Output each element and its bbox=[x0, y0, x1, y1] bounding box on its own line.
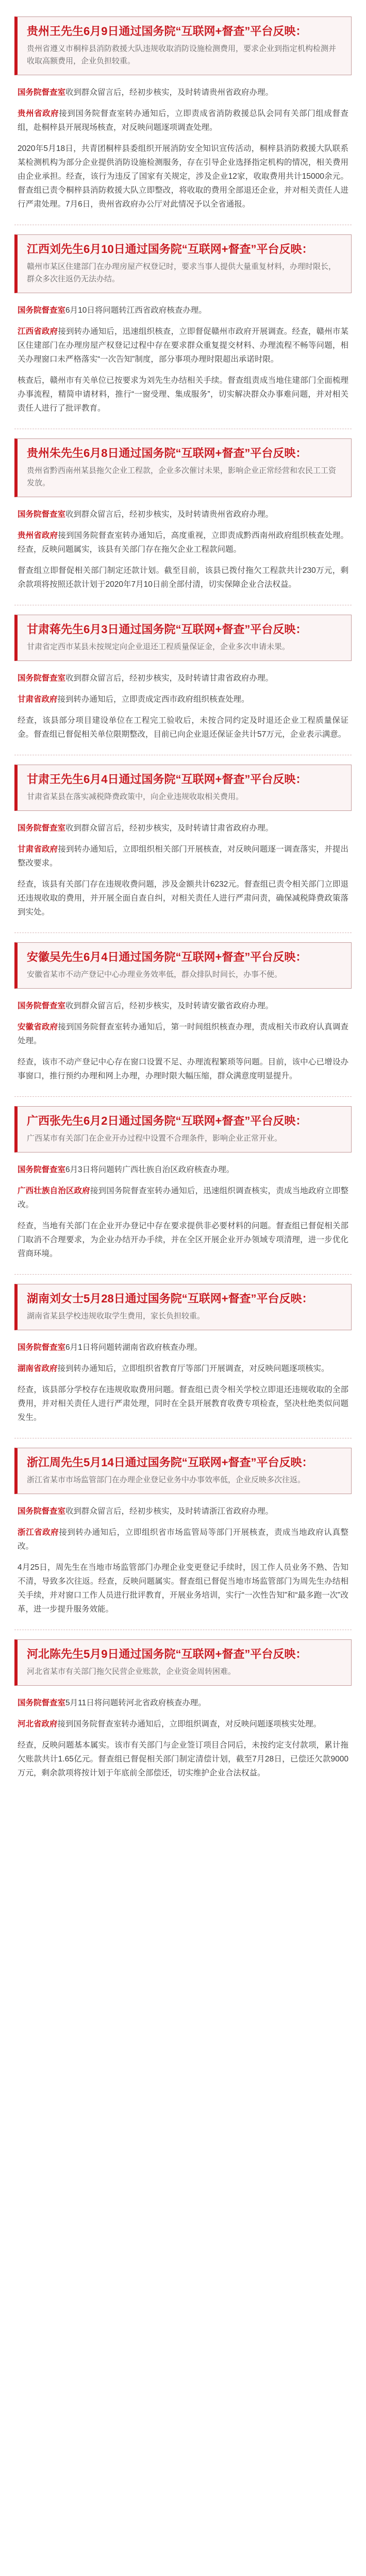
response-paragraph bbox=[18, 877, 348, 919]
case-response bbox=[14, 1494, 352, 1616]
agency-tag: 国务院督查室 bbox=[18, 1507, 66, 1516]
response-paragraph bbox=[18, 142, 348, 211]
response-paragraph bbox=[18, 107, 348, 134]
response-paragraph bbox=[18, 1163, 348, 1177]
case-title: 河北陈先生5月9日通过国务院“互联网+督查”平台反映： bbox=[27, 1648, 307, 1660]
response-paragraph bbox=[18, 1383, 348, 1425]
case-section bbox=[14, 1448, 352, 1630]
agency-tag: 河北省政府 bbox=[18, 1720, 58, 1728]
paragraph-text: 经查，该县部分学校存在违规收取费用问题。督查组已责令相关学校立即退还违规收取的全部费用，并对相关责任人进行严肃处理，同时在全县开展教育收费专项检查，坚决杜绝类似问题发生。 bbox=[18, 1385, 348, 1422]
agency-tag: 安徽省政府 bbox=[18, 1023, 58, 1031]
agency-tag: 国务院督查室 bbox=[18, 1699, 66, 1707]
agency-tag: 国务院督查室 bbox=[18, 1002, 66, 1010]
case-quote-box bbox=[14, 1639, 352, 1686]
paragraph-text: 经查，该县有关部门存在违规收费问题，涉及金额共计6232元。督查组已责令相关部门立即退还违规收取的费用，并开展全面自查自纠，对相关责任人进行严肃问责，确保减税降费政策落到实处。 bbox=[18, 880, 348, 917]
paragraph-text: 5月11日将问题转河北省政府核查办理。 bbox=[65, 1699, 206, 1707]
response-paragraph bbox=[18, 714, 348, 741]
agency-tag: 甘肃省政府 bbox=[18, 845, 58, 854]
agency-tag: 贵州省政府 bbox=[18, 531, 58, 540]
agency-tag: 国务院督查室 bbox=[18, 824, 66, 833]
agency-tag: 浙江省政府 bbox=[18, 1528, 59, 1537]
paragraph-text: 接到转办通知后，立即组织相关部门开展核查，对反映问题逐一调查落实，并提出整改要求。 bbox=[18, 845, 348, 868]
paragraph-text: 6月3日将问题转广西壮族自治区政府核查办理。 bbox=[65, 1165, 235, 1174]
response-paragraph bbox=[18, 1341, 348, 1354]
case-complaint-text: 湖南省某县学校违规收取学生费用，家长负担较重。 bbox=[27, 1312, 205, 1320]
paragraph-text: 4月25日，周先生在当地市场监管部门办理企业变更登记手续时，因工作人员业务不熟、告知不清，导致多次往返。经查，反映问题属实。督查组已督促当地市场监管部门为周先生办结相关手续，并对窗口工作人员进行批评教育，开展业务培训，实行“一次性告知”和“最多跑一次”改革，进一步提升服务效能。 bbox=[18, 1563, 348, 1614]
case-section bbox=[14, 1284, 352, 1438]
paragraph-text: 接到转办通知后，立即责成定西市政府组织核查处理。 bbox=[57, 695, 249, 704]
agency-tag: 湖南省政府 bbox=[18, 1364, 58, 1373]
case-section bbox=[14, 615, 352, 755]
case-section bbox=[14, 1106, 352, 1275]
paragraph-text: 收到群众留言后，经初步核实，及时转请甘肃省政府办理。 bbox=[65, 824, 274, 833]
paragraph-text: 经查，该县部分项目建设单位在工程完工验收后，未按合同约定及时退还企业工程质量保证金。督查组已督促相关单位限期整改，目前已向企业退还保证金共计57万元，企业表示满意。 bbox=[18, 716, 348, 739]
paragraph-text: 经查，当地有关部门在企业开办登记中存在要求提供非必要材料的问题。督查组已督促相关部门取消不合理要求，为企业办结开办手续，并在全区开展企业开办领域专项清理，进一步优化营商环境。 bbox=[18, 1222, 348, 1258]
case-section bbox=[14, 765, 352, 933]
response-paragraph bbox=[18, 1020, 348, 1048]
case-complaint-text: 贵州省黔西南州某县拖欠企业工程款，企业多次催讨未果，影响企业正常经营和农民工工资发放。 bbox=[27, 466, 337, 487]
case-title: 江西刘先生6月10日通过国务院“互联网+督查”平台反映： bbox=[27, 243, 313, 256]
case-quote-box bbox=[14, 942, 352, 989]
case-quote-box bbox=[14, 1106, 352, 1153]
paragraph-text: 督查组立即督促相关部门制定还款计划。截至目前，该县已拨付拖欠工程款共计230万元，剩余款项将按照还款计划于2020年7月10日前全部付清，切实保障企业合法权益。 bbox=[18, 566, 348, 589]
case-title: 浙江周先生5月14日通过国务院“互联网+督查”平台反映： bbox=[27, 1456, 313, 1469]
response-paragraph bbox=[18, 529, 348, 556]
agency-tag: 国务院督查室 bbox=[18, 1343, 66, 1352]
response-paragraph bbox=[18, 1219, 348, 1261]
case-quote-box bbox=[14, 1284, 352, 1330]
paragraph-text: 接到转办通知后，迅速组织核查，立即督促赣州市政府开展调查。经查，赣州市某区住建部门在办理房屋产权登记过程中存在要求群众重复提交材料、办理流程不畅等问题，相关办理窗口未严格落实“一次告知”制度，部分事项办理时限超出承诺时限。 bbox=[18, 327, 348, 364]
paragraph-text: 接到国务院督查室转办通知后，迅速组织调查核实，责成当地政府立即整改。 bbox=[18, 1187, 348, 1209]
agency-tag: 国务院督查室 bbox=[18, 88, 66, 97]
response-paragraph bbox=[18, 821, 348, 835]
case-response bbox=[14, 811, 352, 919]
case-complaint-text: 河北省某市有关部门拖欠民营企业账款，企业资金周转困难。 bbox=[27, 1667, 236, 1676]
paragraph-text: 接到国务院督查室转办通知后，高度重视，立即责成黔西南州政府组织核查处理。经查，反映问题属实，该县有关部门存在拖欠企业工程款问题。 bbox=[18, 531, 348, 554]
case-section bbox=[14, 942, 352, 1097]
case-response bbox=[14, 1330, 352, 1425]
paragraph-text: 6月10日将问题转江西省政府核查办理。 bbox=[65, 306, 207, 315]
paragraph-text: 接到转办通知后，立即组织省市场监管局等部门开展核查，责成当地政府认真整改。 bbox=[18, 1528, 348, 1551]
agency-tag: 国务院督查室 bbox=[18, 674, 66, 683]
case-title: 广西张先生6月2日通过国务院“互联网+督查”平台反映： bbox=[27, 1114, 307, 1127]
case-title: 湖南刘女士5月28日通过国务院“互联网+督查”平台反映： bbox=[27, 1292, 313, 1305]
paragraph-text: 核查后，赣州市有关单位已按要求为刘先生办结相关手续。督查组责成当地住建部门全面梳理办事流程，精简申请材料，推行“一窗受理、集成服务”，切实解决群众办事难问题，并对相关责任人进行了批评教育。 bbox=[18, 376, 348, 413]
case-response bbox=[14, 497, 352, 591]
case-section bbox=[14, 16, 352, 225]
agency-tag: 贵州省政府 bbox=[18, 109, 59, 118]
paragraph-text: 接到转办通知后，立即组织省教育厅等部门开展调查，对反映问题逐项核实。 bbox=[57, 1364, 329, 1373]
agency-tag: 广西壮族自治区政府 bbox=[18, 1187, 90, 1195]
response-paragraph bbox=[18, 1696, 348, 1710]
response-paragraph bbox=[18, 1717, 348, 1731]
response-paragraph bbox=[18, 86, 348, 99]
paragraph-text: 2020年5月18日，共青团桐梓县委组织开展消防安全知识宣传活动，桐梓县消防救援大队联系某检测机构为部分企业提供消防设施检测服务，存在引导企业选择指定机构的情况，相关费用由企业承担。经查，该行为违反了国家有关规定，涉及企业12家，收取费用共计15000余元。督查组已责令桐梓县消防救援大队立即整改，将收取的费用全部退还企业，并对相关责任人进行严肃处理。7月6日，贵州省政府办公厅对此情况予以全省通报。 bbox=[18, 144, 348, 209]
case-title: 安徽吴先生6月4日通过国务院“互联网+督查”平台反映： bbox=[27, 951, 307, 963]
case-complaint-text: 安徽省某市不动产登记中心办理业务效率低，群众排队时间长，办事不便。 bbox=[27, 970, 282, 979]
case-section bbox=[14, 1639, 352, 1780]
agency-tag: 江西省政府 bbox=[18, 327, 58, 336]
response-paragraph bbox=[18, 325, 348, 366]
paragraph-text: 收到群众留言后，经初步核实，及时转请安徽省政府办理。 bbox=[65, 1002, 274, 1010]
case-quote-box bbox=[14, 1448, 352, 1494]
case-complaint-text: 甘肃省定西市某县未按规定向企业退还工程质量保证金，企业多次申请未果。 bbox=[27, 642, 290, 651]
response-paragraph bbox=[18, 999, 348, 1013]
case-response bbox=[14, 661, 352, 741]
response-paragraph bbox=[18, 1055, 348, 1083]
agency-tag: 国务院督查室 bbox=[18, 306, 66, 315]
paragraph-text: 收到群众留言后，经初步核实，及时转请贵州省政府办理。 bbox=[65, 510, 274, 519]
response-paragraph bbox=[18, 374, 348, 415]
paragraph-text: 收到群众留言后，经初步核实，及时转请浙江省政府办理。 bbox=[65, 1507, 274, 1516]
paragraph-text: 经查，该市不动产登记中心存在窗口设置不足、办理流程繁琐等问题。目前，该中心已增设办事窗口，推行预约办理和网上办理，办理时限大幅压缩，群众满意度明显提升。 bbox=[18, 1058, 348, 1080]
case-complaint-text: 浙江省某市市场监管部门在办理企业登记业务中办事效率低，企业反映多次往返。 bbox=[27, 1476, 306, 1484]
response-paragraph bbox=[18, 671, 348, 685]
response-paragraph bbox=[18, 507, 348, 521]
case-complaint-text: 甘肃省某县在落实减税降费政策中，向企业违规收取相关费用。 bbox=[27, 792, 244, 801]
response-paragraph bbox=[18, 842, 348, 870]
paragraph-text: 收到群众留言后，经初步核实，及时转请甘肃省政府办理。 bbox=[65, 674, 274, 683]
case-title: 甘肃王先生6月4日通过国务院“互联网+督查”平台反映： bbox=[27, 773, 307, 786]
agency-tag: 国务院督查室 bbox=[18, 510, 66, 519]
response-paragraph bbox=[18, 1526, 348, 1553]
agency-tag: 国务院督查室 bbox=[18, 1165, 66, 1174]
case-response bbox=[14, 1153, 352, 1261]
section-divider bbox=[14, 1096, 352, 1097]
case-response bbox=[14, 293, 352, 415]
case-response bbox=[14, 75, 352, 211]
response-paragraph bbox=[18, 1738, 348, 1780]
case-quote-box bbox=[14, 234, 352, 293]
case-title: 贵州朱先生6月8日通过国务院“互联网+督查”平台反映： bbox=[27, 447, 307, 460]
case-section bbox=[14, 438, 352, 605]
paragraph-text: 接到国务院督查室转办通知后，第一时间组织核查办理，责成相关市政府认真调查处理。 bbox=[18, 1023, 348, 1045]
response-paragraph bbox=[18, 564, 348, 591]
case-quote-box bbox=[14, 438, 352, 497]
response-paragraph bbox=[18, 1362, 348, 1376]
response-paragraph bbox=[18, 303, 348, 317]
case-quote-box bbox=[14, 615, 352, 661]
case-complaint-text: 赣州市某区住建部门在办理房屋产权登记时，要求当事人提供大量重复材料，办理时限长，群众多次往返仍无法办结。 bbox=[27, 262, 337, 283]
paragraph-text: 接到国务院督查室转办通知后，立即组织调查，对反映问题逐项核实处理。 bbox=[57, 1720, 322, 1728]
response-paragraph bbox=[18, 692, 348, 706]
case-response bbox=[14, 989, 352, 1083]
case-title: 贵州王先生6月9日通过国务院“互联网+督查”平台反映： bbox=[27, 25, 307, 38]
case-complaint-text: 广西某市有关部门在企业开办过程中设置不合理条件，影响企业正常开业。 bbox=[27, 1134, 282, 1143]
paragraph-text: 接到国务院督查室转办通知后，立即责成省消防救援总队会同有关部门组成督查组，赴桐梓县开展现场核查，对反映问题逐项调查处理。 bbox=[18, 109, 348, 132]
paragraph-text: 6月1日将问题转湖南省政府核查办理。 bbox=[65, 1343, 203, 1352]
case-response bbox=[14, 1686, 352, 1780]
case-section bbox=[14, 234, 352, 429]
paragraph-text: 经查，反映问题基本属实。该市有关部门与企业签订项目合同后，未按约定支付款项，累计拖欠账款共计1.65亿元。督查组已督促相关部门制定清偿计划，截至7月28日，已偿还欠款9000万元，剩余款项将按计划于年底前全部偿还，切实维护企业合法权益。 bbox=[18, 1741, 348, 1777]
agency-tag: 甘肃省政府 bbox=[18, 695, 58, 704]
paragraph-text: 收到群众留言后，经初步核实，及时转请贵州省政府办理。 bbox=[65, 88, 274, 97]
section-divider bbox=[14, 1274, 352, 1275]
case-complaint-text: 贵州省遵义市桐梓县消防救援大队违规收取消防设施检测费用，要求企业到指定机构检测并收取高额费用，企业负担较重。 bbox=[27, 44, 337, 65]
response-paragraph bbox=[18, 1504, 348, 1518]
case-quote-box bbox=[14, 765, 352, 811]
response-paragraph bbox=[18, 1184, 348, 1212]
case-quote-box bbox=[14, 16, 352, 75]
case-title: 甘肃蒋先生6月3日通过国务院“互联网+督查”平台反映： bbox=[27, 623, 307, 636]
response-paragraph bbox=[18, 1561, 348, 1616]
